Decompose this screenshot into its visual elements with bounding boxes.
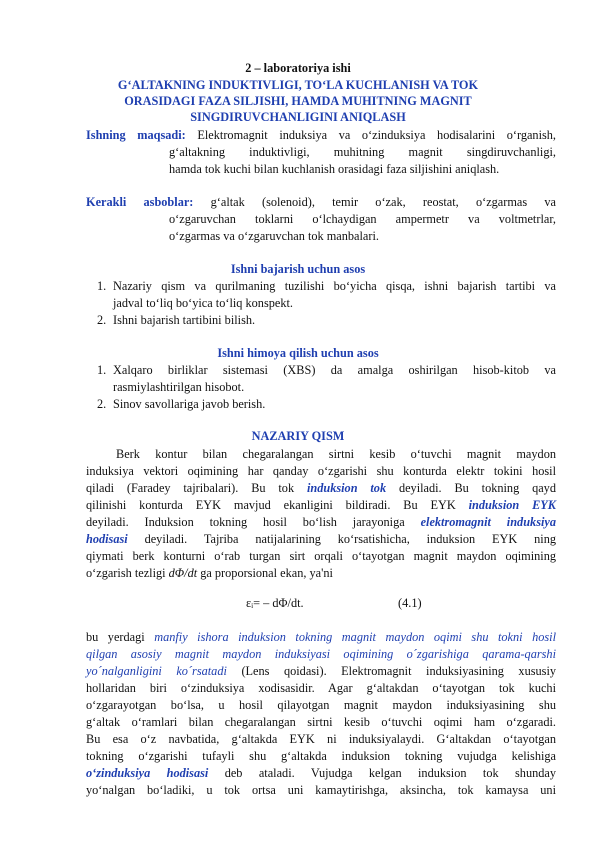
theory-p1-line-1: Berk kontur bilan chegaralangan sirtni kesib o‘tuvchi magnit maydon — [116, 447, 556, 461]
lenz-rule-text: yo´nalganligini ko´rsatadi — [86, 664, 227, 678]
purpose-line-2: g‘altakning induktivligi, muhitning magnit singdiruvchanligi, — [169, 145, 556, 159]
p2-text: deb ataladi. Vujudga kelgan induksion tok shunday — [224, 766, 556, 780]
theory-p2-line-3 — [86, 663, 556, 679]
theory-p2-line-7: Bu esa o‘z navbatida, g‘altakda EYK ni induksiyalaydi. G‘altakdan o‘tayotgan — [86, 732, 556, 746]
basis-heading: Ishni bajarish uchun asos — [230, 262, 366, 276]
equipment-text: g‘altak (solenoid), temir o‘zak, reostat, o‘zgarmas va — [210, 195, 556, 209]
lab-number: 2 – laboratoriya ishi — [245, 61, 351, 75]
formula-inline: dΦ/dt — [168, 566, 198, 580]
basis-item-1-number: 1. — [97, 279, 107, 293]
title-line-3: SINGDIRUVCHANLIGINI ANIQLASH — [190, 110, 406, 124]
defense-item-1-line-2: rasmiylashtirilgan hisobot. — [113, 380, 245, 394]
purpose-text: Elektromagnit induksiya va o‘zinduksiya hodisalarini o‘rganish, — [197, 128, 557, 142]
basis-item-2-line-1: Ishni bajarish tartibini bilish. — [113, 313, 256, 327]
basis-item-1-line-1: Nazariy qism va qurilmaning tuzilishi bo‘yicha qisqa, ishni bajarish tartibi va — [113, 279, 556, 293]
formula-number: (4.1) — [398, 596, 422, 610]
defense-item-2-line-1: Sinov savollariga javob berish. — [113, 397, 266, 411]
term-phenomenon: hodisasi — [86, 532, 128, 546]
term-electromagnetic-induction: elektromagnit induksiya — [420, 515, 557, 529]
purpose-label: Ishning maqsadi: — [86, 128, 186, 142]
theory-p2-line-1 — [86, 629, 556, 645]
theory-p2-line-8: tokning o‘zgarishi tufayli shu g‘altakda induksion tokning vujudga kelishiga — [86, 749, 556, 763]
theory-p1-line-2: induksiya vektori oqimining har qanday o‘zgarishi shu konturda elektr tokini hosil — [86, 464, 556, 478]
theory-p1-line-4 — [86, 497, 556, 513]
lenz-rule-text: manfiy ishora induksion tokning magnit maydon oqimi shu tokni hosil — [154, 630, 556, 644]
theory-p2-line-2: qilgan asosiy magnit maydon induksiyasi oqimining o´zgarishiga qarama-qarshi — [86, 647, 556, 661]
p1-text: ga proporsional ekan, ya'ni — [200, 566, 333, 580]
p1-text: deyiladi. Tajriba natijalarining ko‘rsatishicha, induksion EYK ning — [144, 532, 557, 546]
p1-text: qiladi (Faradey tajribalari). Bu tok — [86, 481, 295, 495]
term-induction-emf: induksion EYK — [468, 498, 556, 512]
purpose-first-line — [86, 127, 556, 143]
basis-item-2-number: 2. — [97, 313, 107, 327]
theory-p2-line-10: yo‘nalgan bo‘ladiki, u tok ortsa uni kamaytirishga, aksincha, tok kamaysa uni — [86, 783, 556, 797]
equipment-line-2: o‘zgaruvchan toklarni o‘lchaydigan ampermetr va voltmetrlar, — [169, 212, 556, 226]
theory-p2-line-5: o‘zgarayotgan bo‘lsa, u hosil qilayotgan magnit maydon induksiyasining shu — [86, 698, 556, 712]
p1-text: qilinishi konturda EYK mavjud ekanligini bildiradi. Bu EYK — [86, 498, 456, 512]
defense-item-2-number: 2. — [97, 397, 107, 411]
defense-item-1-line-1: Xalqaro birliklar sistemasi (XBS) da amalga oshirilgan hisob-kitob va — [113, 363, 556, 377]
p1-text: o‘zgarish tezligi — [86, 566, 166, 580]
basis-item-1-line-2: jadval to‘liq bo‘yica to‘liq konspekt. — [113, 296, 293, 310]
p2-text: (Lens qoidasi). Elektromagnit induksiyasining xususiy — [241, 664, 557, 678]
p1-text: deyiladi. Induksion tokning hosil bo‘lish jarayoniga — [86, 515, 405, 529]
formula: εᵢ= – dΦ/dt. — [246, 596, 304, 610]
theory-heading: NAZARIY QISM — [251, 429, 345, 443]
purpose-line-3: hamda tok kuchi bilan kuchlanish orasidagi faza siljishini aniqlash. — [169, 162, 500, 176]
term-induction-current: induksion tok — [306, 481, 387, 495]
term-self-induction: o‘zinduksiya hodisasi — [86, 766, 209, 780]
title-line-1: G‘ALTAKNING INDUKTIVLIGI, TO‘LA KUCHLANISH VA TOK — [117, 78, 479, 92]
p1-text: deyiladi. Bu tokning qayd — [398, 481, 556, 495]
title-line-2: ORASIDAGI FAZA SILJISHI, HAMDA MUHITNING MAGNIT — [124, 94, 472, 108]
theory-p2-line-4: hollaridan biri o‘zinduksiya xodisasidir. Agar g‘altakdan o‘tayotgan tok kuchi — [86, 681, 556, 695]
equipment-line-3: o‘zgarmas va o‘zgaruvchan tok manbalari. — [169, 229, 379, 243]
theory-p1-line-6 — [86, 531, 556, 547]
theory-p1-line-8 — [86, 565, 333, 581]
defense-item-1-number: 1. — [97, 363, 107, 377]
theory-p2-line-6: g‘altak o‘ramlari bilan chegaralangan sirtni kesib o‘tuvchi oqimi ham o‘zgaradi. — [86, 715, 556, 729]
theory-p1-line-3 — [86, 480, 556, 496]
theory-p1-line-5 — [86, 514, 556, 530]
defense-heading: Ishni himoya qilish uchun asos — [217, 346, 379, 360]
theory-p1-line-7: qiymati berk konturni o‘rab turgan sirt orqali o‘tayotgan magnit maydon oqimining — [86, 549, 556, 563]
theory-p2-line-9 — [86, 765, 556, 781]
p2-text: bu yerdagi — [86, 630, 145, 644]
equipment-first-line — [86, 194, 556, 210]
equipment-label: Kerakli asboblar: — [86, 195, 194, 209]
